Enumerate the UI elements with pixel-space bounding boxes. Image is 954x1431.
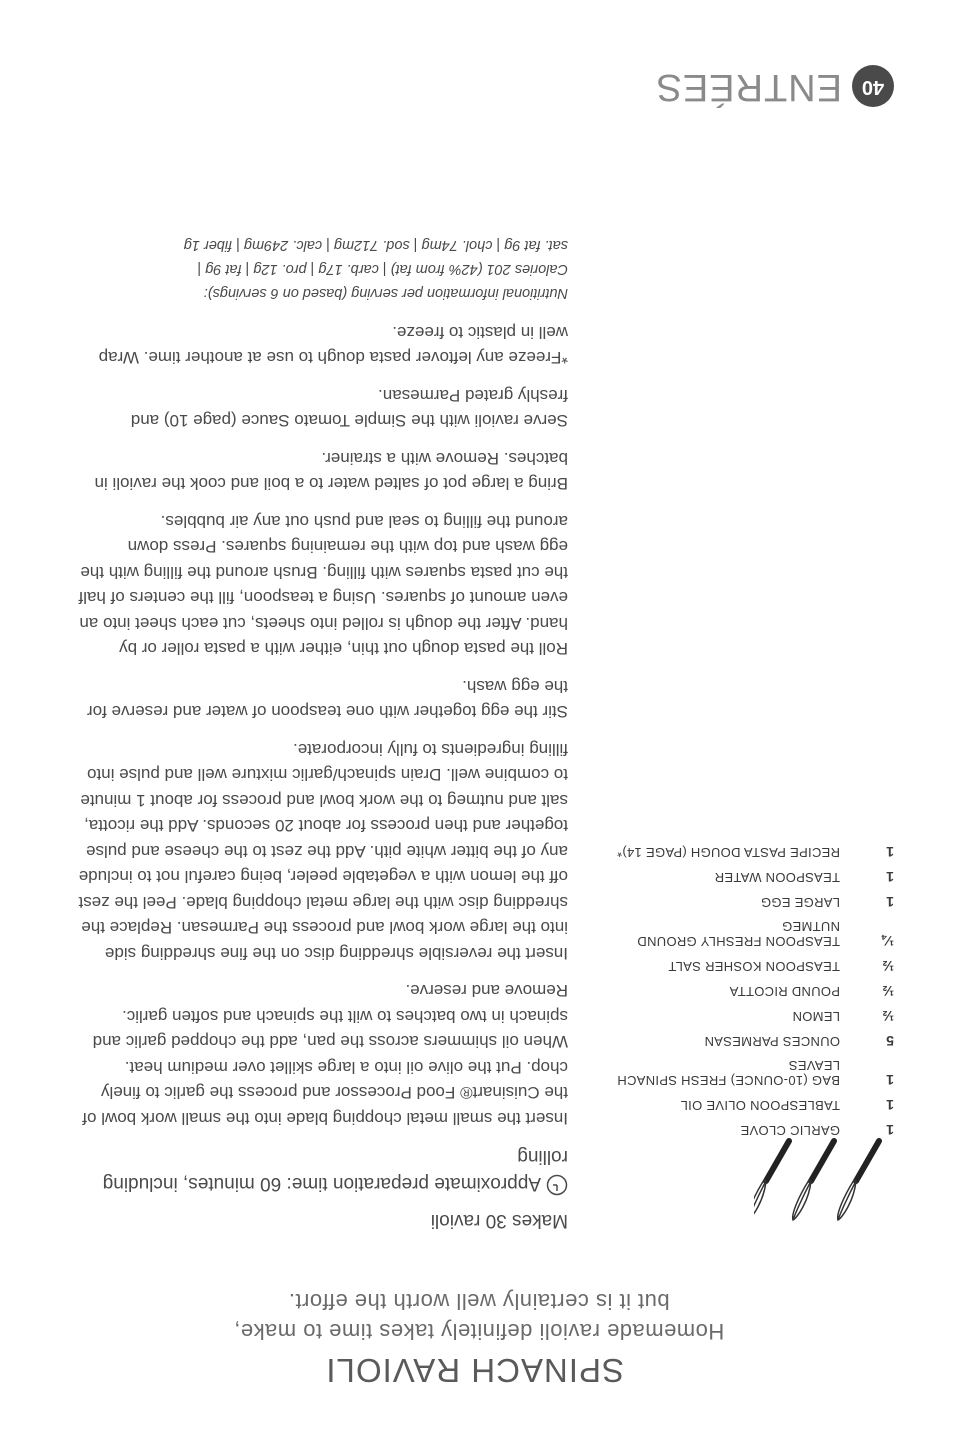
ingredient-name: POUND RICOTTA [729, 984, 840, 999]
ingredient-qty: 1 [886, 869, 894, 885]
ingredient-item [604, 919, 894, 949]
ingredient-name: TEASPOON KOSHER SALT [668, 959, 840, 974]
ingredient-qty: ¼ [882, 933, 894, 949]
ingredient-name: TABLESPOON OLIVE OIL [680, 1098, 840, 1113]
ingredient-name: BAG (10-OUNCE) FRESH SPINACH LEAVES [617, 1058, 840, 1088]
page-title: SPINACH RAVIOLI [325, 1351, 624, 1389]
ingredient-qty: 1 [886, 1122, 894, 1138]
ingredient-qty: ½ [882, 1008, 894, 1024]
recipe-instructions [78, 234, 568, 1132]
ingredient-name: RECIPE PASTA DOUGH (PAGE 14)* [616, 845, 840, 860]
ingredient-qty: ½ [882, 958, 894, 974]
instruction-step: Insert the small metal chopping blade into the small work bowl of the Cuisinart® Food Processor and process the garlic to finely chop. Put the olive oil into a large skillet over medium heat. When oil shimmers across the pan, add the chopped garlic and spinach in two batches to wilt the spinach and soften garlic. Remove and reserve. [82, 981, 568, 1128]
ingredient-qty: 1 [886, 844, 894, 860]
ingredient-qty: 1 [886, 894, 894, 910]
prep-time [68, 1143, 568, 1197]
nutrition-heading: Nutritional information per serving (based on 6 servings): [203, 285, 568, 302]
recipe-subtitle [209, 1286, 749, 1346]
ingredient-name: LEMON [792, 1009, 840, 1024]
ingredient-item [604, 1008, 894, 1024]
instruction-step: Roll the pasta dough out thin, either with a pasta roller or by hand. After the dough is rolled into sheets, cut each sheet into an even amount of squares. Using a teaspoon, fill the centers of half the cut pasta squares with filling. Brush around the filling with the egg wash and top with the remaining squares. Press down around the filling to seal and push out any air bubbles. [78, 512, 568, 659]
ingredient-name: LARGE EGG [760, 895, 840, 910]
instruction-step: Stir the egg together with one teaspoon of water and reserve for the egg wash. [86, 677, 568, 722]
ingredient-item [604, 983, 894, 999]
instruction-step: Insert the reversible shredding disc on the fine shredding side into the large work bowl and process the Parmesan. Replace the shredding disc with the large metal chopping blade. Peel the zest off the lemon with a vegetable peeler, being careful not to include any of the bitter white pith. Add the zest to the cheese and pulse together and then process for about 20 seconds. Add the ricotta, salt and nutmeg to the work bowl and process for about 1 minute to combine well. Drain spinach/garlic mixture well and pulse into filling ingredients to fully incorporate. [78, 740, 568, 963]
ingredient-item [604, 1097, 894, 1113]
ingredient-list [604, 835, 894, 1138]
freeze-note: *Freeze any leftover pasta dough to use at another time. Wrap well in plastic to freeze. [98, 323, 568, 368]
ingredient-name: TEASPOON WATER [714, 870, 840, 885]
ingredient-qty: 5 [886, 1033, 894, 1049]
ingredient-item [604, 894, 894, 910]
ingredient-qty: ½ [882, 983, 894, 999]
instruction-step: Bring a large pot of salted water to a boil and cook the ravioli in batches. Remove with a strainer. [94, 449, 568, 494]
nutrition-line: sat. fat 9g | chol. 74mg | sod. 712mg | calc. 249mg | fiber 1g [183, 237, 568, 254]
instruction-step: Serve ravioli with the Simple Tomato Sauce (page 10) and freshly grated Parmesan. [130, 386, 568, 431]
clock-icon [546, 1174, 568, 1196]
section-name: ENTRÉES [655, 66, 842, 108]
ingredient-qty: 1 [886, 1072, 894, 1088]
subtitle-line-2: but it is certainly well worth the effort. [288, 1289, 670, 1314]
nutrition-line: Calories 201 (42% from fat) | carb. 17g | pro. 12g | fat 9g | [197, 261, 568, 278]
whisk-icon [754, 1136, 894, 1226]
ingredient-item [604, 844, 894, 860]
ingredient-item [604, 1058, 894, 1088]
subtitle-line-1: Homemade ravioli definitely takes time to make, [233, 1319, 725, 1344]
ingredient-item [604, 958, 894, 974]
page-number-badge: 40 [852, 66, 894, 108]
ingredient-name: OUNCES PARMESAN [704, 1034, 840, 1049]
page-footer [656, 65, 894, 108]
ingredient-item [604, 1122, 894, 1138]
ingredient-item [604, 869, 894, 885]
prep-time-text: Approximate preparation time: 60 minutes, including rolling [102, 1146, 568, 1194]
ingredient-qty: 1 [886, 1097, 894, 1113]
nutrition-info [78, 234, 568, 306]
ingredient-name: TEASPOON FRESHLY GROUND NUTMEG [637, 919, 840, 949]
yield-text: Makes 30 ravioli [430, 1210, 568, 1231]
ingredient-item [604, 1033, 894, 1049]
ingredient-name: GARLIC CLOVE [740, 1123, 840, 1138]
